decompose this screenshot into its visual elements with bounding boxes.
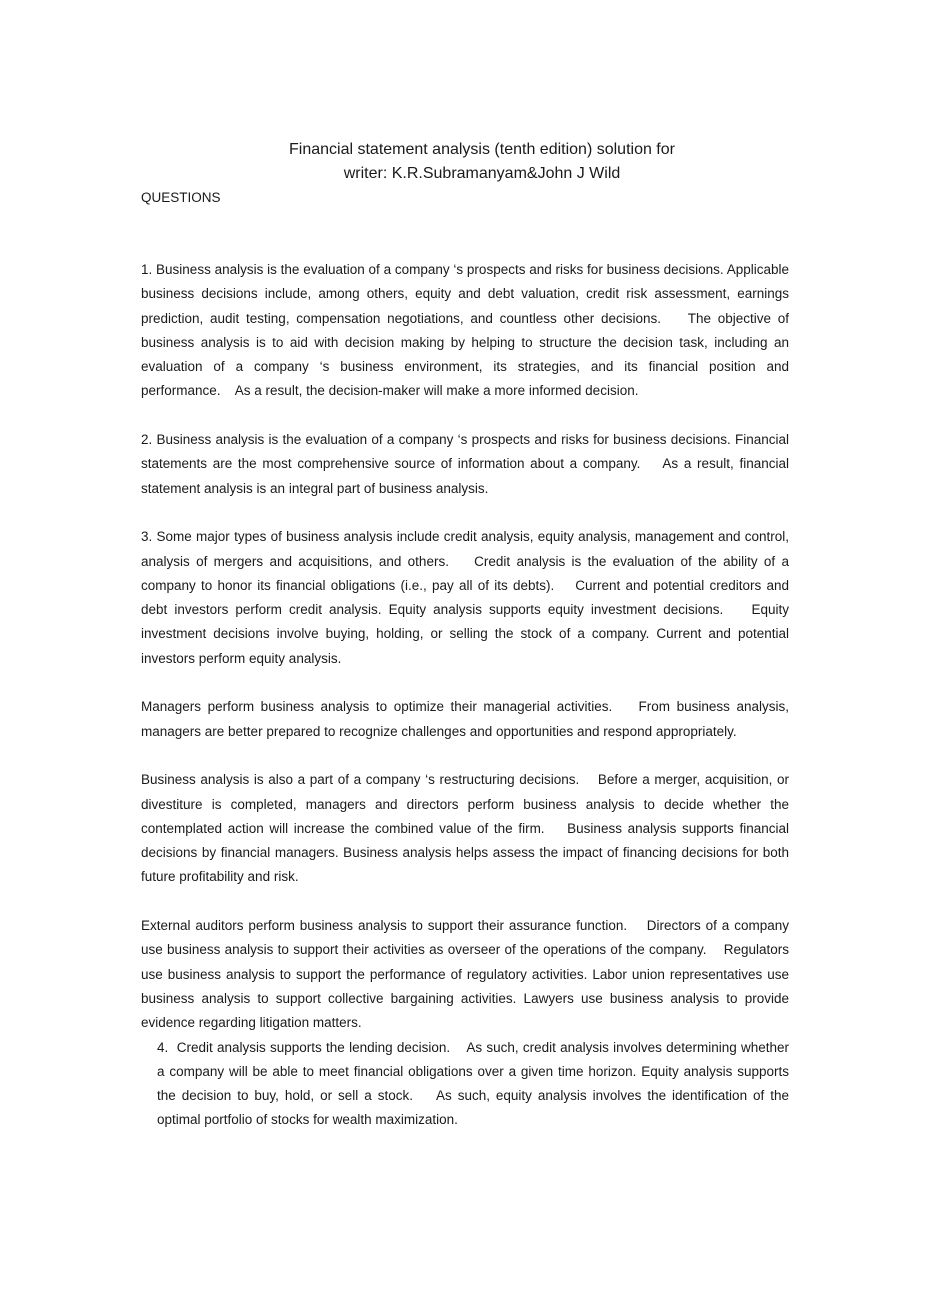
paragraph-answer-3: 3. Some major types of business analysis include credit analysis, equity analysis, management and control, analysis of mergers and acquisitions, and others. Credit analysis is the evaluation of the ability of a company to honor its financial obligations (i.e., pay all of its debts). Current and potential creditors and debt investors perform credit analysis. Equity analysis supports equity investment decisions. Equity investment decisions involve buying, holding, or selling the stock of a company. Current and potential investors perform equity analysis. (141, 529, 789, 666)
paragraph-answer-1: 1. Business analysis is the evaluation of a company ‘s prospects and risks for business decisions. Applicable business decisions include, among others, equity and debt valuation, credit risk assessment, earnings prediction, audit testing, compensation negotiations, and countless other decisions. The objective of business analysis is to aid with decision making by helping to structure the decision task, including an evaluation of a company ‘s business environment, its strategies, and its financial position and performance. As a result, the decision-maker will make a more informed decision. (141, 262, 789, 399)
paragraph-answer-4: 4. Credit analysis supports the lending decision. As such, credit analysis involves determining whether a company will be able to meet financial obligations over a given time horizon. Equity analysis supports the decision to buy, hold, or sell a stock. As such, equity analysis involves the identification of the optimal portfolio of stocks for wealth maximization. (157, 1039, 789, 1128)
section-label-questions: QUESTIONS (141, 190, 221, 205)
paragraph-auditors: External auditors perform business analysis to support their assurance function. Directors of a company use business analysis to support their activities as overseer of the operations of the company. Regulators use business analysis to support the performance of regulatory activities. Labor union representatives use business analysis to support collective bargaining activities. Lawyers use business analysis to provide evidence regarding litigation matters. (141, 918, 789, 1031)
document-body (141, 258, 789, 1133)
paragraph-answer-2: 2. Business analysis is the evaluation of a company ‘s prospects and risks for business decisions. Financial statements are the most comprehensive source of information about a company. As a result, financial statement analysis is an integral part of business analysis. (141, 432, 789, 496)
document-title (0, 138, 926, 186)
title-line-2: writer: K.R.Subramanyam&John J Wild (343, 165, 621, 182)
paragraph-managers: Managers perform business analysis to optimize their managerial activities. From business analysis, managers are better prepared to recognize challenges and opportunities and respond appropriately. (141, 699, 789, 739)
paragraph-restructuring: Business analysis is also a part of a company ‘s restructuring decisions. Before a merger, acquisition, or divestiture is completed, managers and directors perform business analysis to decide whether the contemplated action will increase the combined value of the firm. Business analysis supports financial decisions by financial managers. Business analysis helps assess the impact of financing decisions for both future profitability and risk. (141, 772, 789, 885)
title-line-1: Financial statement analysis (tenth edition) solution for (289, 141, 675, 158)
